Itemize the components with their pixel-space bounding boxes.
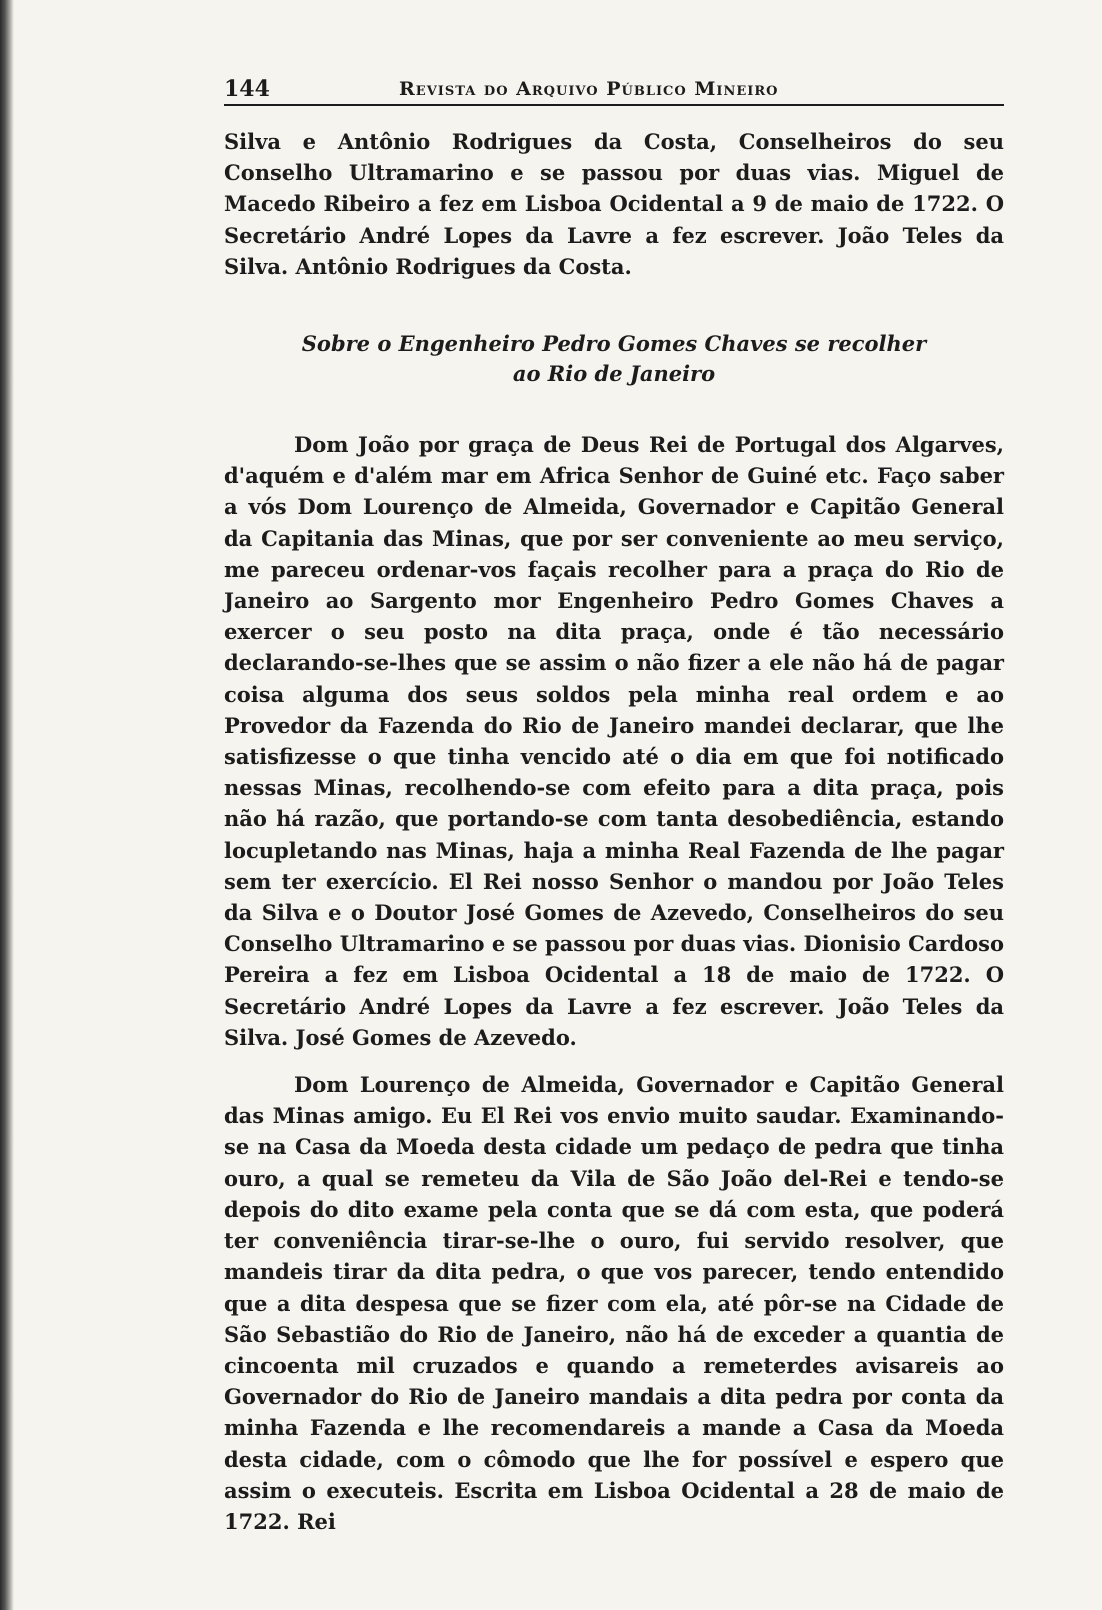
section-heading bbox=[224, 329, 1004, 389]
book-spine-shadow bbox=[0, 0, 14, 1610]
paragraph-continuation: Silva e Antônio Rodrigues da Costa, Conselheiros do seu Conselho Ultramarino e se passou por duas vias. Miguel de Macedo Ribeiro a fez em Lisboa Ocidental a 9 de maio de 1722. O Secretário André Lopes da Lavre a fez escrever. João Teles da Silva. Antônio Rodrigues da Costa. bbox=[224, 129, 1004, 279]
document-page bbox=[224, 70, 1004, 1537]
paragraph-royal-order: Dom João por graça de Deus Rei de Portugal dos Algarves, d'aquém e d'além mar em Africa Senhor de Guiné etc. Faço saber a vós Dom Lourenço de Almeida, Governador e Capitão General da Capitania das Minas, que por ser conveniente ao meu serviço, me pareceu ordenar-vos façais recolher para a praça do Rio de Janeiro ao Sargento mor Engenheiro Pedro Gomes Chaves a exercer o seu posto na dita praça, onde é tão necessário declarando-se-lhes que se assim o não fizer a ele não há de pagar coisa alguma dos seus soldos pela minha real ordem e ao Provedor da Fazenda do Rio de Janeiro mandei declarar, que lhe satisfizesse o que tinha vencido até o dia em que foi notificado nessas Minas, recolhendo-se com efeito para a dita praça, pois não há razão, que portando-se com tanta desobediência, estando locupletando nas Minas, haja a minha Real Fazenda de lhe pagar sem ter exercício. El Rei nosso Senhor o mandou por João Teles da Silva e o Doutor José Gomes de Azevedo, Conselheiros do seu Conselho Ultramarino e se passou por duas vias. Dionisio Cardoso Pereira a fez em Lisboa Ocidental a 18 de maio de 1722. O Secretário André Lopes da Lavre a fez escrever. João Teles da Silva. José Gomes de Azevedo. bbox=[224, 432, 1004, 1050]
paragraph-royal-letter: Dom Lourenço de Almeida, Governador e Capitão General das Minas amigo. Eu El Rei vos envio muito saudar. Examinando-se na Casa da Moeda desta cidade um pedaço de pedra que tinha ouro, a qual se remeteu da Vila de São João del-Rei e tendo-se depois do dito exame pela conta que se dá com esta, que poderá ter conveniência tirar-se-lhe o ouro, fui servido resolver, que mandeis tirar da dita pedra, o que vos parecer, tendo entendido que a dita despesa que se fizer com ela, até pôr-se na Cidade de São Sebastião do Rio de Janeiro, não há de exceder a quantia de cincoenta mil cruzados e quando a remeterdes avisareis ao Governador do Rio de Janeiro mandais a dita pedra por conta da minha Fazenda e lhe recomendareis a mande a Casa da Moeda desta cidade, com o cômodo que lhe for possível e espero que assim o executeis. Escrita em Lisboa Ocidental a 28 de maio de 1722. Rei bbox=[224, 1072, 1004, 1534]
page-number: 144 bbox=[224, 76, 270, 102]
section-heading-line-1: Sobre o Engenheiro Pedro Gomes Chaves se recolher bbox=[301, 331, 927, 357]
running-header bbox=[224, 70, 1004, 106]
journal-title: Revista do Arquivo Público Mineiro bbox=[399, 78, 779, 100]
section-heading-line-2: ao Rio de Janeiro bbox=[512, 361, 716, 387]
